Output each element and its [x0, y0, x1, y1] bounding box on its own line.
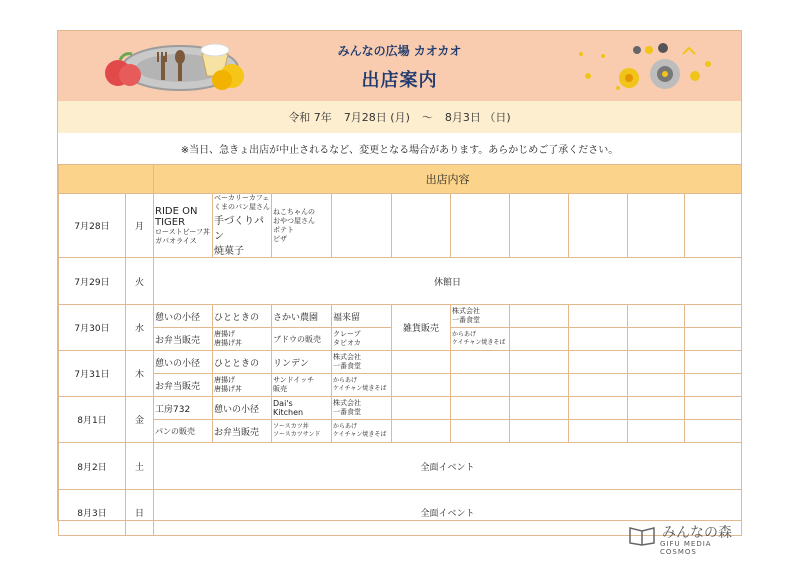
- vendor-cell: RIDE ON TIGER ローストビーフ丼 ガパオライス: [154, 194, 213, 258]
- table-row: [59, 305, 742, 328]
- row-date: 7月30日: [59, 305, 126, 351]
- empty-cell: [685, 420, 742, 443]
- empty-cell: [628, 374, 685, 397]
- vendor-item: パンの販売: [154, 420, 213, 443]
- empty-cell: [685, 397, 742, 420]
- table-row: [59, 258, 742, 305]
- vendor-name: 福来留: [332, 305, 392, 328]
- empty-cell: [685, 328, 742, 351]
- empty-cell: [628, 328, 685, 351]
- vendor-name: 憩いの小径: [154, 305, 213, 328]
- vendor-name: ひとときの: [213, 351, 272, 374]
- empty-cell: [685, 305, 742, 328]
- empty-cell: [510, 328, 569, 351]
- table-row: [59, 194, 742, 258]
- empty-cell: [510, 397, 569, 420]
- empty-cell: [569, 305, 628, 328]
- row-date: 7月28日: [59, 194, 126, 258]
- empty-cell: [451, 194, 510, 258]
- vendor-item: お弁当販売: [213, 420, 272, 443]
- vendor-item: クレープ タピオカ: [332, 328, 392, 351]
- empty-cell: [392, 194, 451, 258]
- schedule-table: [58, 164, 742, 536]
- vendor-name: ひとときの: [213, 305, 272, 328]
- empty-cell: [685, 194, 742, 258]
- empty-cell: [628, 305, 685, 328]
- page-title: 出店案内: [361, 70, 438, 91]
- vendor-item: ブドウの販売: [272, 328, 332, 351]
- table-row: [59, 351, 742, 374]
- notice-text: ※当日、急きょ出店が中止されるなど、変更となる場合があります。あらかじめご了承ください。: [58, 133, 741, 165]
- row-date: 7月29日: [59, 258, 126, 305]
- row-date: 8月3日: [59, 490, 126, 536]
- empty-cell: [451, 420, 510, 443]
- empty-cell: [628, 194, 685, 258]
- end-date: 8月3日 （日): [444, 111, 511, 124]
- vendor-cell: ベーカリーカフェ くまのパン屋さん 手づくりパン 焼菓子: [214, 194, 270, 257]
- empty-cell: [510, 351, 569, 374]
- empty-cell: [332, 194, 392, 258]
- header-blank: [59, 165, 154, 194]
- row-weekday: 日: [126, 490, 154, 536]
- date-range: [58, 101, 741, 133]
- empty-cell: [510, 194, 569, 258]
- closed-notice: 休館日: [154, 258, 742, 305]
- vendor-item: 唐揚げ 唐揚げ丼: [213, 374, 272, 397]
- vendor-cell: ねこちゃんの おやつ屋さん ポテト ピザ: [272, 194, 332, 258]
- empty-cell: [685, 351, 742, 374]
- empty-cell: [569, 397, 628, 420]
- book-icon: [628, 524, 656, 546]
- empty-cell: [510, 374, 569, 397]
- vendor-name: リンデン: [272, 351, 332, 374]
- vendor-name: 株式会社 一番食堂: [332, 351, 392, 374]
- event-notice: 全面イベント: [154, 443, 742, 490]
- empty-cell: [451, 374, 510, 397]
- vendor-name: 雑貨販売: [392, 305, 451, 351]
- empty-cell: [392, 374, 451, 397]
- empty-cell: [628, 420, 685, 443]
- empty-cell: [569, 374, 628, 397]
- vendor-name: 憩いの小径: [154, 351, 213, 374]
- row-date: 7月31日: [59, 351, 126, 397]
- flyer-frame: [57, 30, 742, 521]
- empty-cell: [569, 351, 628, 374]
- header-label: 出店内容: [154, 165, 742, 194]
- table-row: [59, 374, 742, 397]
- empty-cell: [510, 305, 569, 328]
- row-weekday: 金: [126, 397, 154, 443]
- start-date: 7月28日 (月): [343, 111, 410, 124]
- range-separator: ～: [421, 111, 433, 124]
- vendor-name: 工房732: [154, 397, 213, 420]
- empty-cell: [451, 351, 510, 374]
- vendor-item: からあげ ケイチャン焼きそば: [451, 328, 510, 351]
- header-banner: [58, 31, 741, 101]
- table-header-row: [59, 165, 742, 194]
- vendor-name: さかい農園: [272, 305, 332, 328]
- empty-cell: [392, 351, 451, 374]
- vendor-item: サンドイッチ 販売: [272, 374, 332, 397]
- event-notice: 全面イベント: [154, 490, 742, 536]
- venue-name: みんなの広場 カオカオ: [337, 44, 462, 58]
- row-weekday: 木: [126, 351, 154, 397]
- empty-cell: [628, 351, 685, 374]
- row-date: 8月1日: [59, 397, 126, 443]
- vendor-name: 株式会社 一番食堂: [332, 397, 392, 420]
- vendor-item: 唐揚げ 唐揚げ丼: [213, 328, 272, 351]
- row-weekday: 水: [126, 305, 154, 351]
- table-row: [59, 443, 742, 490]
- vendor-name: Dai's Kitchen: [272, 397, 332, 420]
- empty-cell: [392, 420, 451, 443]
- empty-cell: [510, 420, 569, 443]
- empty-cell: [569, 194, 628, 258]
- logo-subtitle: GIFU MEDIA COSMOS: [660, 540, 712, 556]
- logo-name: みんなの森: [662, 525, 732, 541]
- table-row: [59, 397, 742, 420]
- empty-cell: [392, 397, 451, 420]
- vendor-item: お弁当販売: [154, 374, 213, 397]
- empty-cell: [628, 397, 685, 420]
- vendor-item: お弁当販売: [154, 328, 213, 351]
- vendor-item: からあげ ケイチャン焼きそば: [332, 374, 392, 397]
- table-row: [59, 420, 742, 443]
- media-cosmos-logo: [628, 522, 748, 556]
- vendor-name: 株式会社 一番食堂: [451, 305, 510, 328]
- vendor-name: 憩いの小径: [213, 397, 272, 420]
- row-weekday: 土: [126, 443, 154, 490]
- flower-decoration-icon: [563, 36, 733, 98]
- row-date: 8月2日: [59, 443, 126, 490]
- vendor-item: ソースカツ丼 ソースカツサンド: [272, 420, 332, 443]
- empty-cell: [569, 420, 628, 443]
- empty-cell: [685, 374, 742, 397]
- vendor-item: からあげ ケイチャン焼きそば: [332, 420, 392, 443]
- era-year: 令和 7年: [288, 111, 332, 124]
- empty-cell: [569, 328, 628, 351]
- row-weekday: 月: [126, 194, 154, 258]
- row-weekday: 火: [126, 258, 154, 305]
- empty-cell: [451, 397, 510, 420]
